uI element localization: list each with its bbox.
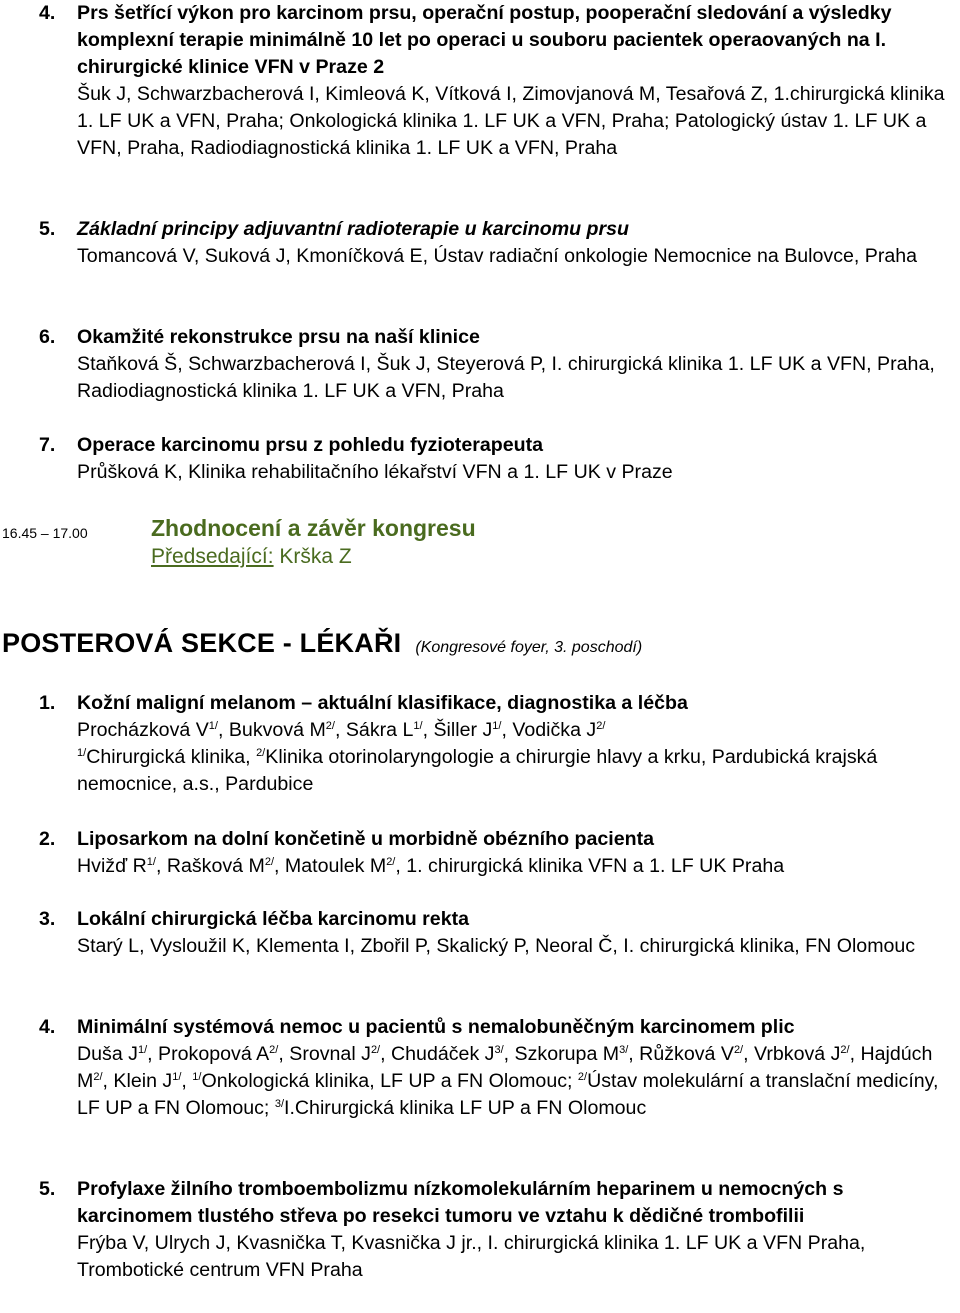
- poster-item: [39, 690, 960, 798]
- affiliation-marker: 2/: [386, 856, 396, 868]
- talk-title: Okamžité rekonstrukce prsu na naší klinice: [77, 326, 480, 348]
- poster-authors: Hvižď $R^{1/}$, Rašková $M^{2/}$, Matoulek $M^{2/}$, 1. chirurgická klinika VFN a 1. LF UK Praha: [77, 855, 785, 877]
- poster-authors: Duša $J^{1/}$, Prokopová $A^{2/}$, Srovnal $J^{2/}$, Chudáček $J^{3/}$, Szkorupa $M^{3/}$, Růžková $V^{2/}$, Vrbková $J^{2/}$, Hajdúch $M^{2/}$, Klein $J^{1/}$, $^{1/}$Onkologická klinika, LF UP a FN Olomouc; $^{2/}$Ústav molekulární a translační medicíny, LF UP a FN Olomouc; $^{3/}$I.Chirurgická klinika LF UP a FN Olomouc: [77, 1043, 939, 1119]
- session-chair: [151, 543, 352, 571]
- affiliation-marker: 1/: [172, 1071, 182, 1083]
- poster-number: 4.: [39, 1016, 56, 1038]
- poster-item: [39, 826, 960, 880]
- talk-authors: Staňková Š, Schwarzbacherová I, Šuk J, Steyerová P, I. chirurgická klinika 1. LF UK a VFN, Praha, Radiodiagnostická klinika 1. LF UK a VFN, Praha: [77, 353, 935, 402]
- affiliation-marker: 2/: [264, 856, 275, 868]
- talk-item: [39, 324, 960, 405]
- session-time: 16.45 – 17.00: [2, 525, 88, 541]
- affiliation-marker: 3/: [494, 1044, 504, 1056]
- poster-authors: Starý L, Vysloužil K, Klementa I, Zbořil P, Skalický P, Neoral Č, I. chirurgická klinika, FN Olomouc: [77, 935, 916, 957]
- affiliation-marker: 2/: [733, 1044, 744, 1056]
- poster-section-title: POSTEROVÁ SEKCE - LÉKAŘI: [2, 628, 402, 658]
- affiliation-marker: 1/: [77, 747, 87, 759]
- affiliation-marker: 1/: [146, 856, 156, 868]
- affiliation-marker: 1/: [208, 720, 218, 732]
- talk-item: [39, 216, 960, 270]
- affiliation-marker: 2/: [577, 1071, 588, 1083]
- poster-number: 5.: [39, 1178, 56, 1200]
- poster-section-location: (Kongresové foyer, 3. poschodí): [415, 639, 643, 656]
- talk-number: 7.: [39, 434, 56, 456]
- poster-item: [39, 1176, 960, 1284]
- poster-title: Minimální systémová nemoc u pacientů s nemalobuněčným karcinomem plic: [77, 1016, 795, 1038]
- poster-number: 3.: [39, 908, 56, 930]
- talk-authors: Průšková K, Klinika rehabilitačního lékařství VFN a 1. LF UK v Praze: [77, 461, 673, 483]
- affiliation-marker: 3/: [274, 1098, 285, 1110]
- affiliation-marker: 1/: [492, 720, 502, 732]
- poster-authors: Procházková $V^{1/}$, Bukvová $M^{2/}$, Sákra $L^{1/}$, Šiller $J^{1/}$, Vodička $J^{2/}$: [77, 719, 606, 741]
- talk-item: [39, 432, 960, 486]
- affiliation-marker: 2/: [370, 1044, 381, 1056]
- poster-number: 1.: [39, 692, 56, 714]
- talk-title: Prs šetřící výkon pro karcinom prsu, operační postup, pooperační sledování a výsledky komplexní terapie minimálně 10 let po operaci u souboru pacientek operaovaných na I. chirurgické klinice VFN v Praze 2: [77, 2, 892, 78]
- affiliation-marker: 2/: [325, 720, 335, 732]
- talk-number: 4.: [39, 2, 56, 24]
- talk-authors: Šuk J, Schwarzbacherová I, Kimleová K, Vítková I, Zimovjanová M, Tesařová Z, 1.chirurgická klinika 1. LF UK a VFN, Praha; Onkologická klinika 1. LF UK a VFN, Praha; Patologický ústav 1. LF UK a VFN, Praha, Radiodiagnostická klinika 1. LF UK a VFN, Praha: [77, 83, 945, 159]
- poster-authors: Frýba V, Ulrych J, Kvasnička T, Kvasnička J jr., I. chirurgická klinika 1. LF UK a VFN Praha, Trombotické centrum VFN Praha: [77, 1232, 866, 1281]
- talk-number: 6.: [39, 326, 56, 348]
- affiliation-marker: 2/: [256, 747, 266, 759]
- session-title: Zhodnocení a závěr kongresu: [151, 515, 476, 541]
- affiliation-marker: 2/: [840, 1044, 850, 1056]
- chair-label: Předsedající:: [151, 545, 274, 568]
- poster-affiliation: $^{1/}$Chirurgická klinika, $^{2/}$Klinika otorinolaryngologie a chirurgie hlavy a krku, Pardubická krajská nemocnice, a.s., Pardubice: [77, 746, 878, 795]
- poster-item: [39, 1014, 960, 1122]
- affiliation-marker: 2/: [596, 720, 606, 732]
- affiliation-marker: 1/: [413, 720, 423, 732]
- poster-number: 2.: [39, 828, 56, 850]
- poster-section-heading: [2, 630, 642, 661]
- chair-name: Krška Z: [279, 545, 352, 568]
- poster-title: Profylaxe žilního tromboembolizmu nízkomolekulárním heparinem u nemocných s karcinomem tlustého střeva po resekci tumoru ve vztahu k dědičné trombofilii: [77, 1178, 844, 1227]
- affiliation-marker: 3/: [619, 1044, 629, 1056]
- talk-item: [39, 0, 960, 162]
- affiliation-marker: 2/: [269, 1044, 279, 1056]
- poster-title: Lokální chirurgická léčba karcinomu rekta: [77, 908, 470, 930]
- affiliation-marker: 2/: [93, 1071, 103, 1083]
- talk-title: Operace karcinomu prsu z pohledu fyzioterapeuta: [77, 434, 544, 456]
- poster-item: [39, 906, 960, 960]
- talk-number: 5.: [39, 218, 56, 240]
- poster-title: Kožní maligní melanom – aktuální klasifikace, diagnostika a léčba: [77, 692, 688, 714]
- talk-title: Základní principy adjuvantní radioterapie u karcinomu prsu: [77, 218, 630, 240]
- affiliation-marker: 1/: [192, 1071, 202, 1083]
- poster-title: Liposarkom na dolní končetině u morbidně obézního pacienta: [77, 828, 654, 850]
- affiliation-marker: 1/: [137, 1044, 148, 1056]
- talk-authors: Tomancová V, Suková J, Kmoníčková E, Ústav radiační onkologie Nemocnice na Bulovce, Praha: [77, 245, 918, 267]
